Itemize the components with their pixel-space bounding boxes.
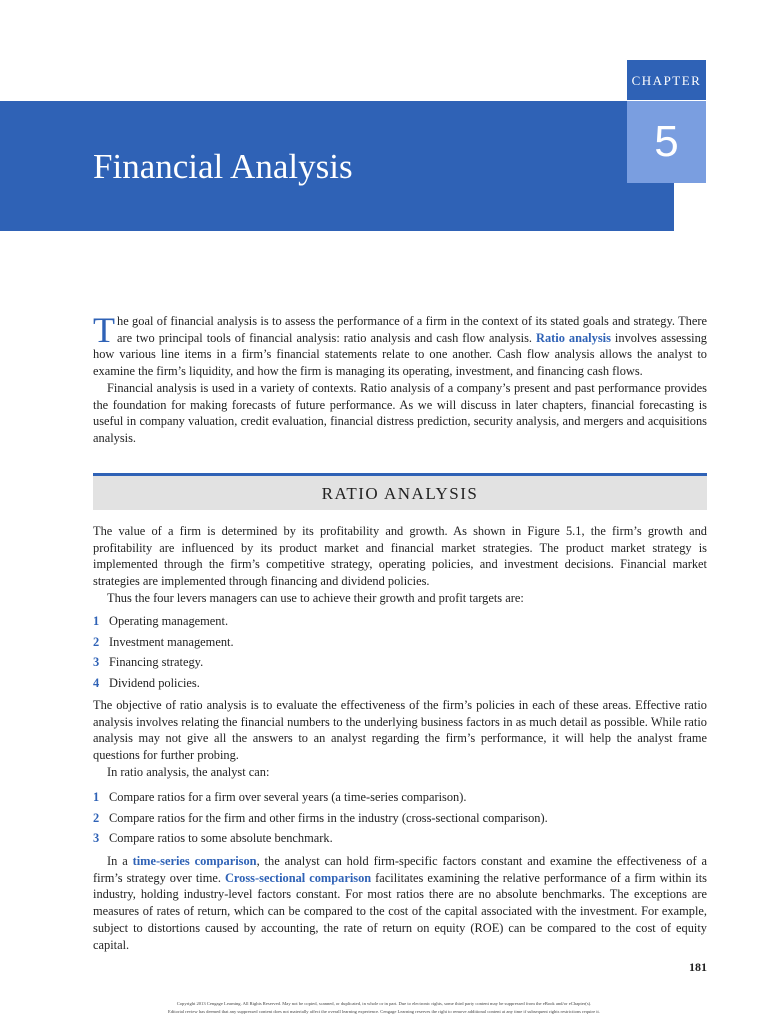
section-heading: RATIO ANALYSIS — [93, 476, 707, 510]
list-text: Compare ratios to some absolute benchmark. — [109, 831, 333, 845]
list-item — [93, 828, 707, 849]
dropcap: T — [93, 310, 115, 350]
section-paragraph-5 — [93, 853, 707, 953]
section-paragraph-2: Thus the four levers managers can use to achieve their growth and profit targets are: — [107, 590, 524, 605]
list-number: 3 — [93, 655, 100, 669]
section-text-2 — [93, 697, 707, 781]
levers-list — [93, 611, 707, 693]
term-cross-sectional-comparison: Cross-sectional comparison — [224, 870, 372, 885]
section-paragraph-3: The objective of ratio analysis is to evaluate the effectiveness of the firm’s policies in each of these areas. Effective ratio analysis involves relating the financial numbers to the underlying business factors in as much detail as possible. While ratio analysis may not give all the answers to an analyst regarding the firm’s performance, it will help the analyst frame questions for further probing. — [93, 698, 707, 763]
footer-line-2: Editorial review has deemed that any suppressed content does not materially affect the overall learning experience. Cengage Learning reserves the right to remove additional content at any time if subsequent rights restrictions require it. — [168, 1009, 600, 1014]
section-text-1 — [93, 523, 707, 607]
p5-text-b: , the analyst can hold firm-specific factors constant and examine the effectiveness of a firm’s strategy over time. — [93, 854, 707, 885]
comparisons-list — [93, 787, 707, 849]
list-item — [93, 652, 707, 673]
list-item — [93, 632, 707, 653]
list-item — [93, 611, 707, 632]
chapter-label: CHAPTER — [627, 60, 706, 100]
list-item — [93, 673, 707, 694]
p5-text-c: facilitates examining the relative performance of a firm within its industry, holding industry-level factors constant. For most ratios there are no absolute benchmarks. The exceptions are measures of rates of return, which can be compared to the cost of the capital associated with the investment. For example, subject to distortions caused by accounting, the rate of return on equity (ROE) can be compared to the cost of equity capital. — [93, 870, 707, 952]
list-item — [93, 808, 707, 829]
list-item — [93, 787, 707, 808]
intro-p1-text-a: he goal of financial analysis is to assess the performance of a firm in the context of its stated goals and strategy. There are two principal tools of financial analysis: ratio analysis and cash flow analysis. — [117, 314, 707, 345]
list-number: 2 — [93, 810, 100, 825]
footer-line-1: Copyright 2013 Cengage Learning. All Rights Reserved. May not be copied, scanned, or duplicated, in whole or in part. Due to electronic rights, some third party content may be suppressed from the eBook and/or eChapter(s). — [176, 1001, 592, 1006]
list-number: 3 — [93, 831, 100, 845]
section-paragraph-1: The value of a firm is determined by its profitability and growth. As shown in Figure 5.1, the firm’s growth and profitability are influenced by its product market and financial market strategies. The product market strategy is implemented through the firm’s competitive strategy, operating policies, and investment decisions. Financial market strategies are implemented through financing and dividend policies. — [93, 524, 707, 589]
page-number: 181 — [689, 960, 707, 974]
list-text: Operating management. — [109, 614, 229, 628]
intro-paragraph-1 — [93, 310, 707, 380]
list-text: Financing strategy. — [109, 655, 204, 669]
term-time-series-comparison: time-series comparison — [132, 854, 257, 868]
list-number: 4 — [93, 675, 100, 690]
p5-text-a: In a — [107, 854, 133, 868]
list-text: Dividend policies. — [109, 675, 200, 690]
section-paragraph-4: In ratio analysis, the analyst can: — [107, 764, 270, 779]
chapter-number: 5 — [627, 101, 706, 183]
list-text: Compare ratios for the firm and other firms in the industry (cross-sectional comparison). — [109, 810, 548, 825]
list-number: 1 — [93, 790, 100, 804]
list-number: 1 — [93, 614, 100, 628]
list-text: Investment management. — [109, 634, 234, 649]
list-number: 2 — [93, 634, 100, 649]
intro-text — [93, 310, 707, 447]
term-ratio-analysis: Ratio analysis — [536, 330, 611, 345]
intro-paragraph-2: Financial analysis is used in a variety of contexts. Ratio analysis of a company’s present and past performance provides the foundation for making forecasts of future performance. As we will discuss in later chapters, financial forecasting is useful in company valuation, credit evaluation, financial distress prediction, security analysis, and mergers and acquisitions analysis. — [93, 380, 707, 445]
page-title: Financial Analysis — [93, 147, 353, 186]
intro-p1-text-b: involves assessing how various line items in a firm’s financial statements relate to one another. Cash flow analysis allows the analyst to examine the firm’s liquidity, and how the firm is managing its operating, investment, and financing cash flows. — [93, 330, 707, 379]
list-text: Compare ratios for a firm over several years (a time-series comparison). — [109, 790, 467, 804]
